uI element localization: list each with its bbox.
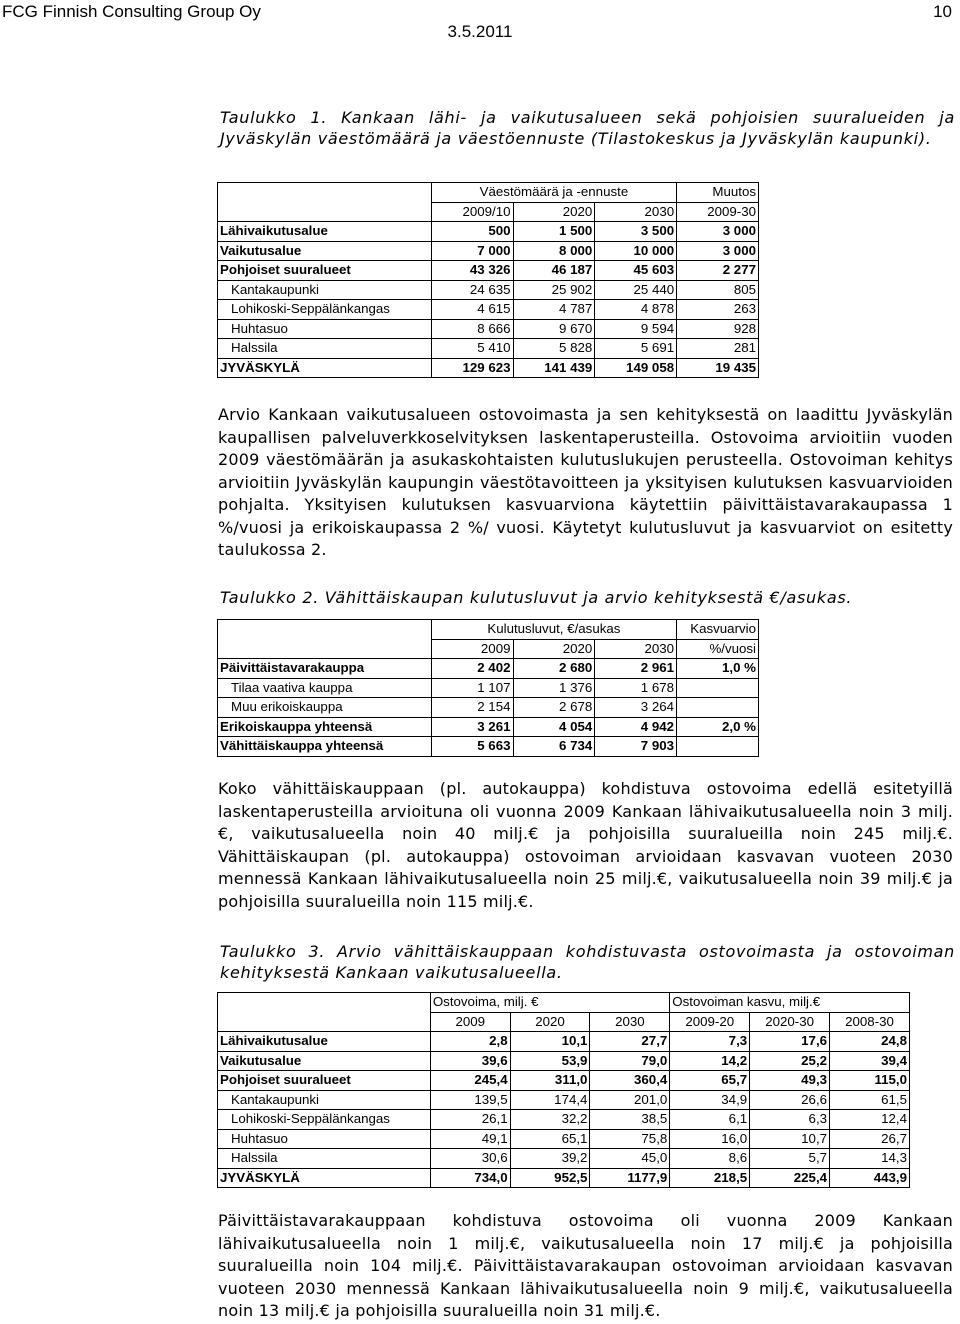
table2-group-header: Kulutusluvut, €/asukas: [431, 620, 676, 640]
row-label: Erikoiskauppa yhteensä: [218, 717, 432, 737]
cell: 3 000: [677, 222, 759, 242]
cell: 141 439: [513, 358, 595, 378]
cell: 174,4: [510, 1090, 590, 1110]
cell: 5 828: [513, 339, 595, 359]
cell: 26,6: [750, 1090, 830, 1110]
cell: 4 054: [513, 717, 595, 737]
paragraph-purchasing-power: Arvio Kankaan vaikutusalueen ostovoimasta ja sen kehityksestä on laadittu Jyväskylän kaupallisen palveluverkkoselvityksen laskentaperusteilla. Ostovoima arvioitiin vuoden 2009 väestömäärän ja asukaskohtaisten kulutuslukujen perusteella. Ostovoiman kehitys arvioitiin Jyväskylän kaupungin väestötavoitteen ja yksityisen kulutuksen kasvuarvioiden pohjalta. Yksityisen kulutuksen kasvuarviona käytettiin päivittäistavarakaupassa 1 %/vuosi ja erikoiskaupassa 2 %/ vuosi. Käytetyt kulutusluvut ja kasvuarviot on esitetty taulukossa 2.: [218, 405, 953, 559]
cell: 928: [677, 319, 759, 339]
table1-col-header: 2030: [595, 202, 677, 222]
cell: 61,5: [830, 1090, 910, 1110]
page-header: [0, 2, 960, 46]
table3-purchasing-power: [217, 992, 910, 1188]
row-label: Tilaa vaativa kauppa: [218, 678, 432, 698]
table2-column-header-row: [218, 639, 759, 659]
cell: 2 961: [595, 659, 677, 679]
table-row: [218, 698, 759, 718]
cell: 3 264: [595, 698, 677, 718]
cell: 10 000: [595, 241, 677, 261]
cell: 26,7: [830, 1129, 910, 1149]
cell: 8 000: [513, 241, 595, 261]
document-date: 3.5.2011: [447, 22, 513, 41]
table1-col-header: 2009-30: [677, 202, 759, 222]
cell: 4 615: [431, 300, 513, 320]
cell: 16,0: [670, 1129, 750, 1149]
cell: 218,5: [670, 1168, 750, 1188]
table-row: [218, 737, 759, 757]
table-row: [218, 1168, 910, 1188]
cell: 3 500: [595, 222, 677, 242]
row-label: Kantakaupunki: [218, 1090, 431, 1110]
cell: 34,9: [670, 1090, 750, 1110]
cell: 24 635: [431, 280, 513, 300]
table1-change-header: Muutos: [677, 183, 759, 203]
cell: 25 902: [513, 280, 595, 300]
table1-population: [217, 182, 759, 378]
table2-col-header: 2020: [513, 639, 595, 659]
row-label: Vaikutusalue: [218, 1051, 431, 1071]
row-label: Lohikoski-Seppälänkangas: [218, 300, 432, 320]
table-row: [218, 339, 759, 359]
cell: 26,1: [430, 1110, 510, 1130]
cell: 5 663: [431, 737, 513, 757]
table3-group-header-growth: Ostovoiman kasvu, milj.€: [670, 993, 910, 1013]
cell: 65,1: [510, 1129, 590, 1149]
row-label: Päivittäistavarakauppa: [218, 659, 432, 679]
table2-col-header: 2030: [595, 639, 677, 659]
table3-column-header-row: [218, 1012, 910, 1032]
table-row: [218, 678, 759, 698]
row-label: JYVÄSKYLÄ: [218, 1168, 431, 1188]
table2-col-header: 2009: [431, 639, 513, 659]
cell: 45 603: [595, 261, 677, 281]
cell: 1 376: [513, 678, 595, 698]
cell: 1 500: [513, 222, 595, 242]
cell: [677, 698, 759, 718]
cell: 115,0: [830, 1071, 910, 1091]
cell: 39,2: [510, 1149, 590, 1169]
table1-column-header-row: [218, 202, 759, 222]
cell: 9 670: [513, 319, 595, 339]
cell: 8 666: [431, 319, 513, 339]
cell: 14,2: [670, 1051, 750, 1071]
row-label: JYVÄSKYLÄ: [218, 358, 432, 378]
table3-group-header-row: [218, 993, 910, 1013]
cell: 14,3: [830, 1149, 910, 1169]
cell: 805: [677, 280, 759, 300]
cell: 2 154: [431, 698, 513, 718]
cell: 5 691: [595, 339, 677, 359]
cell: 1 107: [431, 678, 513, 698]
cell: 6 734: [513, 737, 595, 757]
row-label: Halssila: [218, 1149, 431, 1169]
cell: 1,0 %: [677, 659, 759, 679]
cell: 4 878: [595, 300, 677, 320]
cell: 7 903: [595, 737, 677, 757]
cell: 6,1: [670, 1110, 750, 1130]
cell: 4 787: [513, 300, 595, 320]
cell: 500: [431, 222, 513, 242]
paragraph-grocery-purchasing-power: Päivittäistavarakauppaan kohdistuva ostovoima oli vuonna 2009 Kankaan lähivaikutusalueella noin 1 milj.€, vaikutusalueella noin 17 milj.€ ja pohjoisilla suuralueilla noin 104 milj.€. Päivittäistavarakaupan ostovoiman arvioidaan kasvavan vuoteen 2030 mennessä Kankaan lähivaikutusalueella noin 9 milj.€, vaikutusalueella noin 13 milj.€ ja pohjoisilla suuralueilla noin 31 milj.€.: [218, 1211, 953, 1320]
cell: 311,0: [510, 1071, 590, 1091]
row-label: Lähivaikutusalue: [218, 1032, 431, 1052]
table-row: [218, 717, 759, 737]
cell: 49,1: [430, 1129, 510, 1149]
cell: 129 623: [431, 358, 513, 378]
row-label: Pohjoiset suuralueet: [218, 261, 432, 281]
cell: 2 402: [431, 659, 513, 679]
table1-col-header: 2020: [513, 202, 595, 222]
cell: 2 680: [513, 659, 595, 679]
table-row: [218, 261, 759, 281]
cell: 17,6: [750, 1032, 830, 1052]
table1-group-header-row: [218, 183, 759, 203]
cell: 149 058: [595, 358, 677, 378]
page-number: 10: [933, 2, 952, 21]
cell: 32,2: [510, 1110, 590, 1130]
table3-col-header: 2030: [590, 1012, 670, 1032]
cell: 443,9: [830, 1168, 910, 1188]
table1-group-header: Väestömäärä ja -ennuste: [431, 183, 676, 203]
table-row: [218, 1110, 910, 1130]
cell: 53,9: [510, 1051, 590, 1071]
row-label: Lohikoski-Seppälänkangas: [218, 1110, 431, 1130]
table-row: [218, 222, 759, 242]
table3-col-header: 2020-30: [750, 1012, 830, 1032]
cell: 65,7: [670, 1071, 750, 1091]
cell: 2,0 %: [677, 717, 759, 737]
row-label: Kantakaupunki: [218, 280, 432, 300]
cell: 27,7: [590, 1032, 670, 1052]
cell: 19 435: [677, 358, 759, 378]
row-label: Lähivaikutusalue: [218, 222, 432, 242]
row-label: Huhtasuo: [218, 1129, 431, 1149]
table3-col-header: 2009-20: [670, 1012, 750, 1032]
table1-caption: Taulukko 1. Kankaan lähi- ja vaikutusalueen sekä pohjoisien suuralueiden ja Jyväskylän väestömäärä ja väestöennuste (Tilastokeskus ja Jyväskylän kaupunki).: [220, 108, 955, 148]
cell: 6,3: [750, 1110, 830, 1130]
row-label: Vähittäiskauppa yhteensä: [218, 737, 432, 757]
table-row: [218, 1149, 910, 1169]
table-row: [218, 300, 759, 320]
cell: 12,4: [830, 1110, 910, 1130]
cell: 10,1: [510, 1032, 590, 1052]
table-row: [218, 1071, 910, 1091]
cell: 38,5: [590, 1110, 670, 1130]
table3-caption: Taulukko 3. Arvio vähittäiskauppaan kohdistuvasta ostovoimasta ja ostovoiman kehityksestä Kankaan vaikutusalueella.: [220, 942, 955, 982]
row-label: Vaikutusalue: [218, 241, 432, 261]
cell: 79,0: [590, 1051, 670, 1071]
cell: 10,7: [750, 1129, 830, 1149]
cell: 201,0: [590, 1090, 670, 1110]
table-row: [218, 319, 759, 339]
table-row: [218, 1032, 910, 1052]
table3-group-header-purchasing-power: Ostovoima, milj. €: [430, 993, 669, 1013]
table2-growth-header: Kasvuarvio: [677, 620, 759, 640]
table2-col-header: %/vuosi: [677, 639, 759, 659]
cell: 3 000: [677, 241, 759, 261]
cell: 3 261: [431, 717, 513, 737]
cell: 2 277: [677, 261, 759, 281]
cell: 9 594: [595, 319, 677, 339]
table3-col-header: 2020: [510, 1012, 590, 1032]
cell: 8,6: [670, 1149, 750, 1169]
company-name: FCG Finnish Consulting Group Oy: [2, 2, 261, 21]
table-row: [218, 358, 759, 378]
paragraph-retail-purchasing-power: Koko vähittäiskauppaan (pl. autokauppa) kohdistuva ostovoima edellä esitetyillä laskentaperusteilla arvioituna oli vuonna 2009 Kankaan lähivaikutusalueella noin 3 milj.€, vaikutusalueella noin 40 milj.€ ja pohjoisilla suuralueilla noin 245 milj.€. Vähittäiskaupan (pl. autokauppa) ostovoiman arvioidaan kasvavan vuoteen 2030 mennessä Kankaan lähivaikutusalueella noin 25 milj.€, vaikutusalueella noin 39 milj.€ ja pohjoisilla suuralueilla noin 115 milj.€.: [218, 779, 953, 911]
cell: 281: [677, 339, 759, 359]
cell: 360,4: [590, 1071, 670, 1091]
table2-caption: Taulukko 2. Vähittäiskaupan kulutusluvut ja arvio kehityksestä €/asukas.: [220, 588, 853, 607]
cell: 5 410: [431, 339, 513, 359]
cell: 39,4: [830, 1051, 910, 1071]
cell: 5,7: [750, 1149, 830, 1169]
table2-group-header-row: [218, 620, 759, 640]
cell: 139,5: [430, 1090, 510, 1110]
cell: 734,0: [430, 1168, 510, 1188]
cell: 2 678: [513, 698, 595, 718]
row-label: Halssila: [218, 339, 432, 359]
table-row: [218, 280, 759, 300]
row-label: Muu erikoiskauppa: [218, 698, 432, 718]
table1-col-header: 2009/10: [431, 202, 513, 222]
table-row: [218, 1129, 910, 1149]
table3-col-header: 2008-30: [830, 1012, 910, 1032]
row-label: Pohjoiset suuralueet: [218, 1071, 431, 1091]
cell: 46 187: [513, 261, 595, 281]
cell: 75,8: [590, 1129, 670, 1149]
cell: 245,4: [430, 1071, 510, 1091]
cell: 952,5: [510, 1168, 590, 1188]
cell: 43 326: [431, 261, 513, 281]
cell: 24,8: [830, 1032, 910, 1052]
cell: 2,8: [430, 1032, 510, 1052]
cell: 263: [677, 300, 759, 320]
row-label: Huhtasuo: [218, 319, 432, 339]
cell: 49,3: [750, 1071, 830, 1091]
table-row: [218, 241, 759, 261]
cell: 45,0: [590, 1149, 670, 1169]
table2-consumption: [217, 619, 759, 757]
cell: [677, 737, 759, 757]
cell: 225,4: [750, 1168, 830, 1188]
cell: [677, 678, 759, 698]
cell: 7 000: [431, 241, 513, 261]
cell: 1 678: [595, 678, 677, 698]
cell: 7,3: [670, 1032, 750, 1052]
cell: 39,6: [430, 1051, 510, 1071]
cell: 4 942: [595, 717, 677, 737]
table-row: [218, 1090, 910, 1110]
table3-col-header: 2009: [430, 1012, 510, 1032]
cell: 25,2: [750, 1051, 830, 1071]
cell: 1177,9: [590, 1168, 670, 1188]
table-row: [218, 1051, 910, 1071]
cell: 25 440: [595, 280, 677, 300]
table-row: [218, 659, 759, 679]
cell: 30,6: [430, 1149, 510, 1169]
